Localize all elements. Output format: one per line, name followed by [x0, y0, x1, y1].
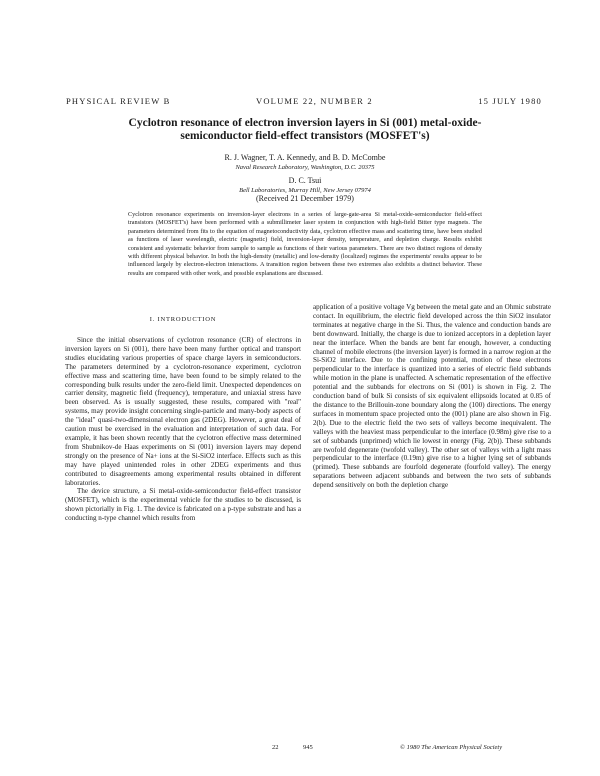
right-column — [313, 303, 551, 490]
footer-page-number: 945 — [303, 744, 313, 751]
footer-copyright: © 1980 The American Physical Society — [400, 744, 503, 751]
paragraph: Since the initial observations of cyclotron resonance (CR) of electrons in inversion layers on Si (001), there have been many further optical and transport studies elucidating various properties of space charge layers in semiconductors. The parameters determined by a cyclotron-resonance experiment, cyclotron effective mass and scattering time, have been found to be simply related to the corresponding bulk results under the zero-field limit. Unexpected dependences on carrier density, magnetic field (frequency), temperature, and uniaxial stress have been observed. As is usually suggested, these results, compared with "real" systems, may provide insight concerning single-particle and many-body aspects of the "ideal" quasi-two-dimensional electron gas (2DEG). However, a great deal of caution must be exercised in the evaluation and interpretation of such data. For example, it has been shown recently that the cyclotron effective mass determined from Shubnikov-de Haas experiments on Si (001) inversion layers may depend strongly on the presence of Na+ ions at the Si-SiO2 interface. Effects such as this may have played unintended roles in other 2DEG experiments and thus contributed to disagreements among experimental results obtained in different laboratories. — [65, 336, 301, 487]
issue-date: 15 JULY 1980 — [478, 96, 542, 106]
article-title: Cyclotron resonance of electron inversion layers in Si (001) metal-oxide-semiconductor field-effect transistors (MOSFET's) — [128, 117, 482, 142]
journal-name: PHYSICAL REVIEW B — [66, 96, 171, 106]
left-column — [65, 336, 301, 523]
received-date: (Received 21 December 1979) — [256, 194, 354, 203]
section-heading: I. INTRODUCTION — [149, 316, 217, 323]
paragraph: The device structure, a Si metal-oxide-semiconductor field-effect transistor (MOSFET), which is the experimental vehicle for the studies to be discussed, is shown pictorially in Fig. 1. The device is fabricated on a p-type substrate and has a conducting n-type channel which results from — [65, 487, 301, 523]
running-header — [66, 96, 542, 108]
author-list-2: D. C. Tsui — [288, 176, 322, 185]
volume-number: VOLUME 22, NUMBER 2 — [256, 96, 373, 106]
author-list-1: R. J. Wagner, T. A. Kennedy, and B. D. McCombe — [224, 153, 386, 162]
affiliation-2: Bell Laboratories, Murray Hill, New Jersey 07974 — [239, 187, 371, 194]
paragraph: application of a positive voltage Vg between the metal gate and an Ohmic substrate contact. In equilibrium, the electric field developed across the thin SiO2 insulator terminates at negative charge in the Si. Thus, the valence and conduction bands are bent downward. Initially, the charge is due to ionized acceptors in a depletion layer near the interface. When the bands are bent far enough, however, a conducting channel of mobile electrons (the inversion layer) is formed in a narrow region at the Si-SiO2 interface. Due to the confining potential, motion of these electrons perpendicular to the interface is quantized into a series of electric field subbands while motion in the plane is unaffected. A schematic representation of the effective potential and the subbands for electrons on Si (001) is shown in Fig. 2. The conduction band of bulk Si consists of six equivalent ellipsoids located at 0.85 of the distance to the Brillouin-zone boundary along the (100) directions. The energy surfaces in momentum space projected onto the (001) plane are also shown in Fig. 2(b). Due to the electric field the two sets of valleys become inequivalent. The valleys with the heaviest mass perpendicular to the interface (0.98m) give rise to a set of subbands (unprimed) which lie lowest in energy (Fig. 2(b)). These subbands are twofold degenerate (twofold valley). The other set of valleys with a light mass perpendicular to the interface (0.19m) give rise to a higher lying set of subbands (primed). These subbands are fourfold degenerate (fourfold valley). The energy separations between adjacent subbands and between the two sets of subbands depend sensitively on both the depletion charge — [313, 303, 551, 490]
abstract: Cyclotron resonance experiments on inversion-layer electrons in a series of large-gate-area Si metal-oxide-semiconductor field-effect transistors (MOSFET's) have been performed with a submillimeter laser system in conjunction with high-field Bitter type magnets. The parameters determined from fits to the equation of magnetoconductivity data, cyclotron effective mass and scattering time, have been studied as functions of laser wavelength, electric (magnetic) field, inversion-layer density, temperature, and depletion charge. Results exhibit consistent and systematic behavior from sample to sample as functions of their various parameters. There are two distinct regions of density with different physical behavior. In both the high-density (metallic) and low-density (localized) regimes the experiments' results appear to be influenced largely by electron-electron interactions. A transition region between these two extremes also exhibits a distinct behavior. These results are compared with other work, and possible explanations are discussed. — [128, 211, 482, 277]
footer-volume: 22 — [272, 744, 279, 751]
affiliation-1: Naval Research Laboratory, Washington, D.C. 20375 — [235, 164, 375, 171]
